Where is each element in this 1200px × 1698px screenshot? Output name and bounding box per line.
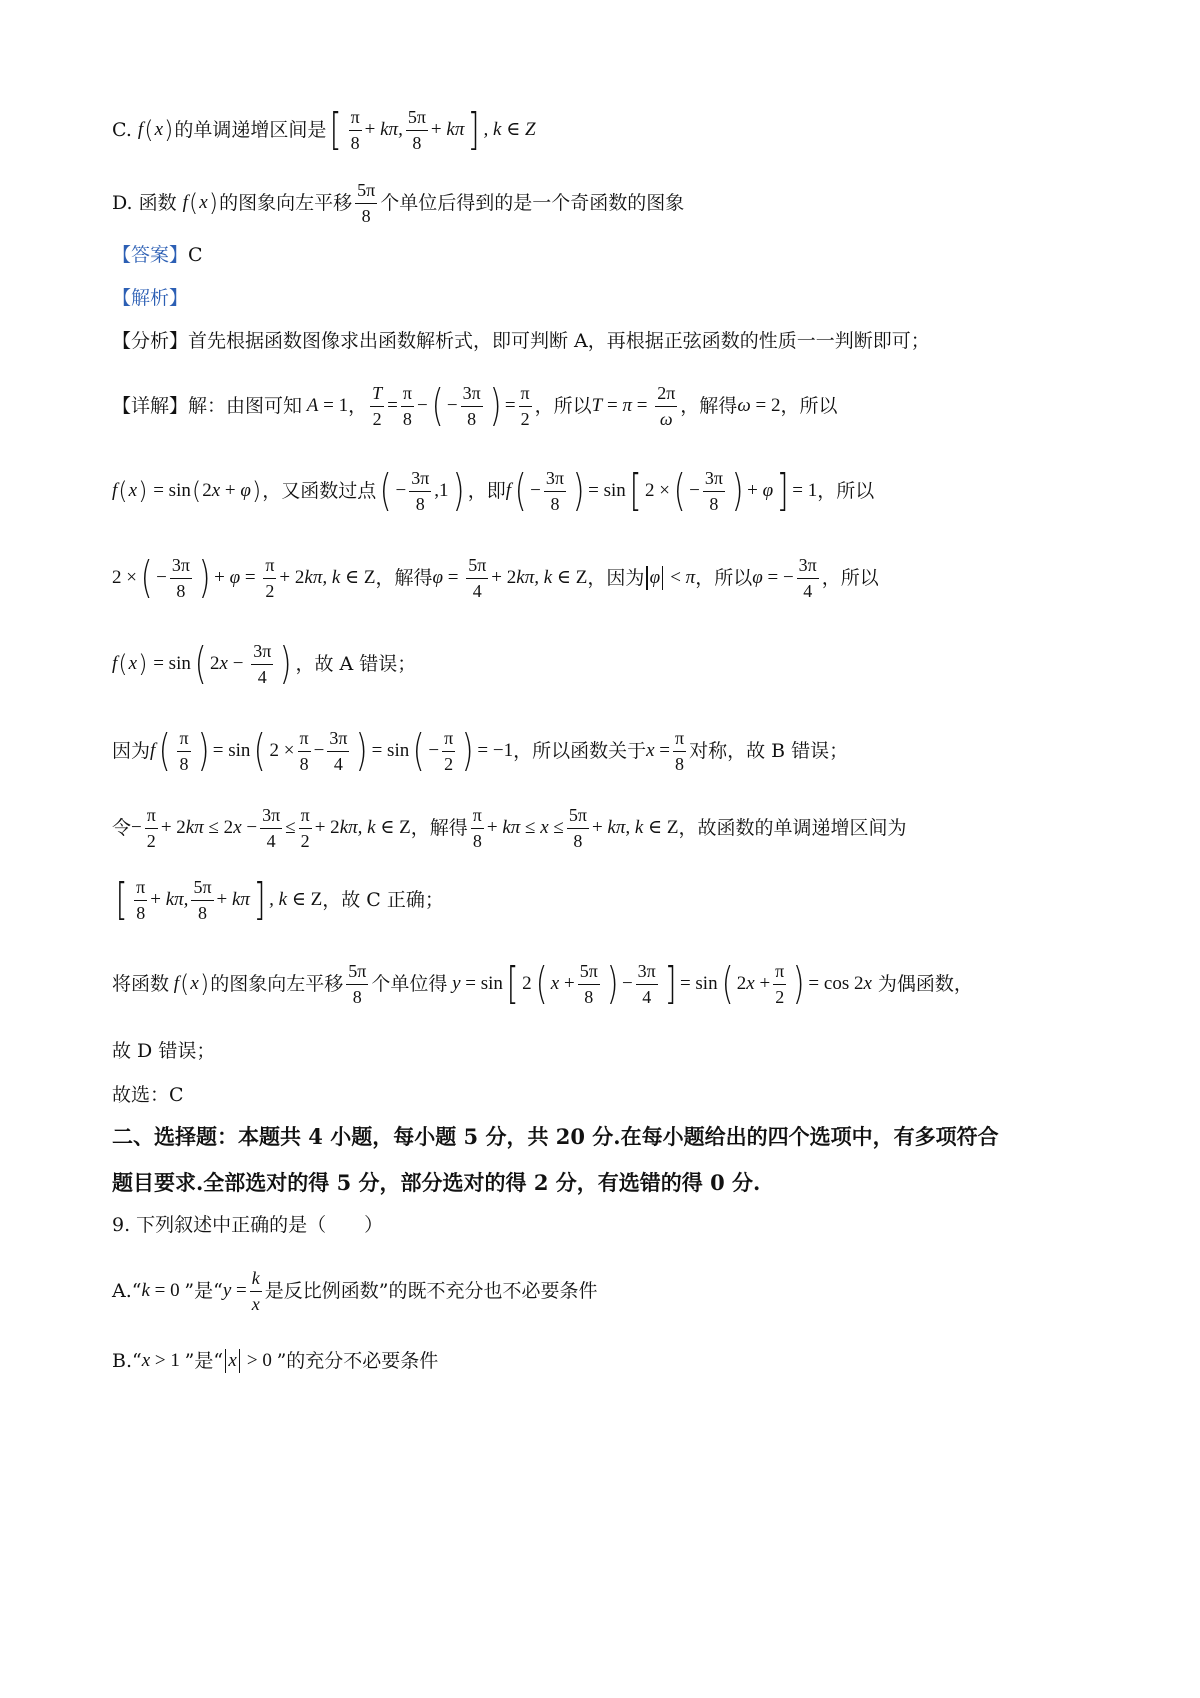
q9-stem — [112, 1214, 1100, 1237]
detail-l5c: 对称，故 B 错误； — [689, 739, 849, 762]
option-c-text: 的单调递增区间是 — [174, 118, 327, 141]
detail-l6b: ，解得 — [410, 816, 468, 839]
detail-line-8: 将函数 f ( x ) 的图象向左平移 $\frac{5\pi}{8}$ 个单位得 y = sin [ 2 ( x + $\frac{5\pi}{8}$ ) − $\frac{3\pi}{4}$ ] = sin ( 2 x + $\frac{\pi}{2}$ ) = cos 2 x 为偶函数， — [112, 958, 973, 1010]
detail-l9: 故 D 错误； — [112, 1040, 216, 1062]
option-c: C. f ( x ) 的单调递增区间是 [ $\frac{\pi}{8}$ + kπ, $\frac{5\pi}{8}$ + kπ ] , k ∈ Z — [112, 104, 536, 156]
detail-l1d: ，所以 — [780, 394, 838, 417]
detail-line-4: f ( x ) = sin ( 2 x − $\frac{3\pi}{4}$ ) ，故 A 错误； — [112, 638, 417, 690]
detail-l2c: ，所以 — [817, 479, 875, 502]
detail-l6c: ，故函数的单调递增区间为 — [678, 816, 907, 839]
option-d-text2: 的图象向左平移 — [219, 191, 353, 214]
detail-line-6: 令 − $\frac{\pi}{2}$ + 2 kπ ≤ 2 x − $\frac{3\pi}{4}$ ≤ $\frac{\pi}{2}$ + 2 kπ, k ∈ Z ，解得 $\frac{\pi}{8}$ + kπ ≤ x ≤ $\frac{5\pi}{8}$ + kπ, k ∈ Z ，故函数的单调递增区间为 — [112, 805, 907, 851]
detail-l1c: ，解得 — [680, 394, 738, 417]
q9-a-text2: ”是“ — [184, 1279, 223, 1302]
detail-l8c: 个单位得 — [371, 972, 448, 995]
answer-value: C — [188, 244, 203, 266]
q9-stem-text: 9. 下列叙述中正确的是（ ） — [112, 1214, 384, 1236]
fenxi-text: 首先根据函数图像求出函数解析式，即可判断 A，再根据正弦函数的性质一一判断即可； — [188, 330, 930, 352]
detail-l10: 故选：C — [112, 1084, 184, 1106]
fenxi-line — [112, 330, 1100, 353]
detail-l8a: 将函数 — [112, 972, 170, 995]
detail-l4a: ，故 A 错误； — [295, 652, 417, 675]
detail-line-5: 因为 f ( $\frac{\pi}{8}$ ) = sin ( 2 × $\frac{\pi}{8}$ − $\frac{3\pi}{4}$ ) = sin ( − $\frac{\pi}{2}$ ) = −1 ，所以函数关于 x = $\frac{\pi}{8}$ 对称，故 B 错误； — [112, 725, 849, 777]
q9-b-text3: ”的充分不必要条件 — [276, 1349, 439, 1372]
detail-l2a: ，又函数过点 — [262, 479, 377, 502]
detail-line-9 — [112, 1040, 1100, 1063]
detail-l8b: 的图象向左平移 — [210, 972, 344, 995]
option-d: D. 函数 f ( x ) 的图象向左平移 $\frac{5\pi}{8}$ 个单位后得到的是一个奇函数的图象 — [112, 180, 685, 226]
analysis-tag: 【解析】 — [112, 287, 189, 309]
detail-line-1: 【详解】 解：由图可知 A = 1 ， $\frac{T}{2}$ = $\frac{\pi}{8}$ − ( − $\frac{3\pi}{8}$ ) = $\frac{\pi}{2}$ ，所以 T = π = $\frac{2\pi}{\omega}$ ，解得 ω = 2 ，所以 — [112, 380, 838, 432]
detail-l1a2: ， — [348, 394, 368, 417]
answer-line — [112, 244, 1100, 267]
section2-line1 — [112, 1124, 1100, 1149]
detail-l6a: 令 — [112, 816, 132, 839]
option-d-label: D. — [112, 191, 133, 214]
detail-l3a: ，解得 — [375, 566, 433, 589]
detail-l1a: 解：由图可知 — [188, 394, 303, 417]
detail-l2b: ，即 — [467, 479, 506, 502]
q9-b-text2: ”是“ — [184, 1349, 224, 1372]
q9-a-label: A. — [112, 1279, 132, 1302]
detail-line-2: f ( x ) = sin ( 2 x + φ ) ，又函数过点 ( − $\frac{3\pi}{8}$ ,1 ) ，即 f ( − $\frac{3\pi}{8}$ ) = sin [ 2 × ( − $\frac{3\pi}{8}$ ) + φ ] = 1 ，所以 — [112, 465, 875, 517]
option-d-text3: 个单位后得到的是一个奇函数的图象 — [380, 191, 685, 214]
detail-l5b: ，所以函数关于 — [513, 739, 647, 762]
detail-l3c: ，所以 — [695, 566, 753, 589]
section2-text2: 题目要求.全部选对的得 5 分，部分选对的得 2 分，有选错的得 0 分. — [112, 1170, 761, 1195]
option-c-label: C. — [112, 118, 132, 141]
q9-a-text1: “ — [131, 1279, 142, 1302]
q9-option-a: A. “ k = 0 ”是“ y = $\frac{k}{x}$ 是反比例函数”的既不充分也不必要条件 — [112, 1268, 598, 1314]
detail-line-10 — [112, 1084, 1100, 1107]
detail-l7a: ，故 C 正确； — [322, 888, 444, 911]
q9-a-text3: 是反比例函数”的既不充分也不必要条件 — [264, 1279, 598, 1302]
section2-text1: 二、选择题：本题共 4 小题，每小题 5 分，共 20 分.在每小题给出的四个选项中，有多项符合 — [112, 1124, 999, 1149]
option-d-text1: 函数 — [138, 191, 177, 214]
q9-option-b: B. “ x > 1 ”是“ x > 0 ”的充分不必要条件 — [112, 1349, 439, 1372]
detail-l3b: ，因为 — [587, 566, 645, 589]
detail-l3d: ，所以 — [821, 566, 879, 589]
detail-tag: 【详解】 — [112, 394, 189, 417]
analysis-line — [112, 287, 1100, 310]
answer-tag: 【答案】 — [112, 244, 189, 266]
detail-l1b: ，所以 — [534, 394, 592, 417]
q9-b-text1: “ — [132, 1349, 142, 1372]
detail-line-7: [ $\frac{\pi}{8}$ + kπ, $\frac{5\pi}{8}$ + kπ ] , k ∈ Z ，故 C 正确； — [115, 874, 444, 926]
section2-line2 — [112, 1170, 1100, 1195]
detail-l5a: 因为 — [112, 739, 151, 762]
detail-line-3: 2 × ( − $\frac{3\pi}{8}$ ) + φ = $\frac{\pi}{2}$ + 2 kπ, k ∈ Z ，解得 φ = $\frac{5\pi}{4}$ + 2 kπ, k ∈ Z ，因为 φ < π ，所以 φ = − $\frac{3\pi}{4}$ ，所以 — [112, 552, 879, 604]
detail-l8d: 为偶函数， — [877, 972, 973, 995]
fenxi-tag: 【分析】 — [112, 330, 189, 352]
q9-b-label: B. — [112, 1349, 133, 1372]
